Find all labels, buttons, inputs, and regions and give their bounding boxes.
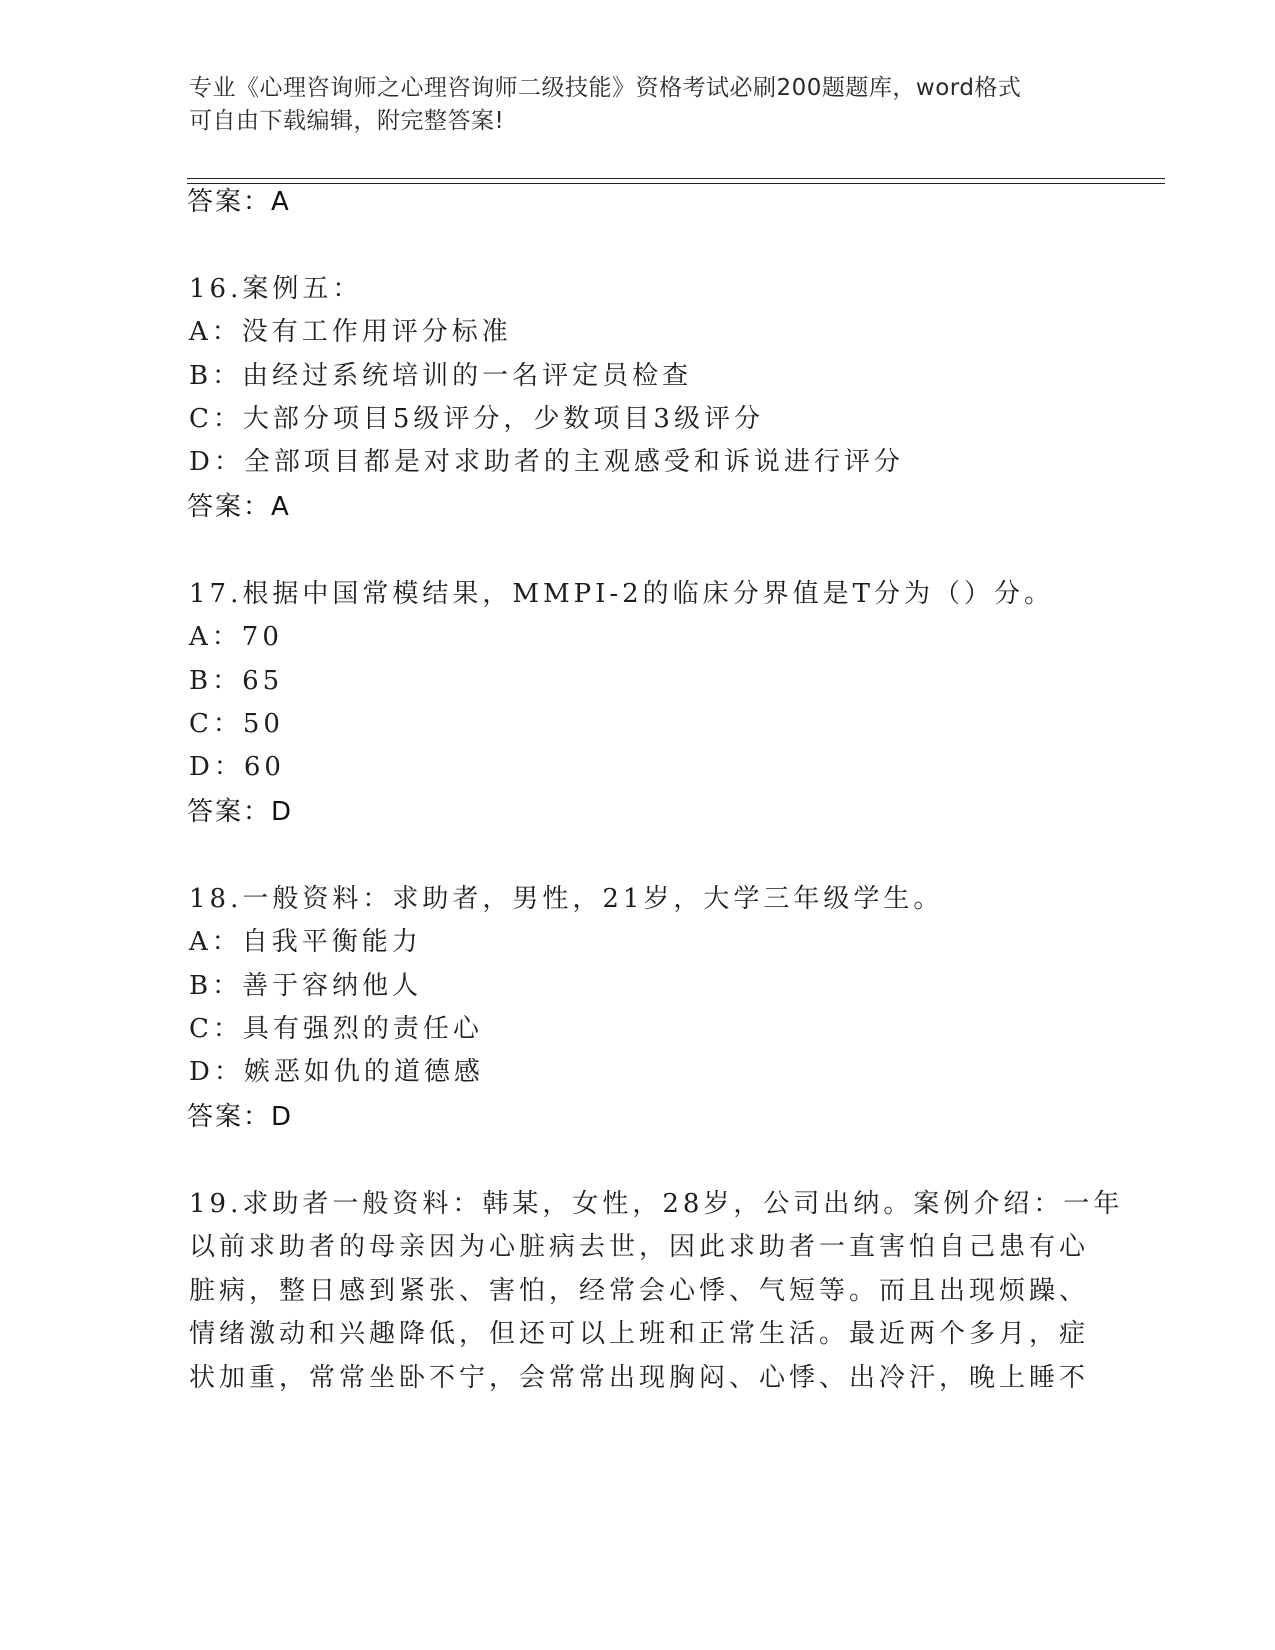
document-header — [189, 72, 1069, 138]
answer-17: 答案：D — [187, 797, 294, 827]
question-17-option-b: B：65 — [189, 666, 284, 696]
question-17-option-d: D：60 — [189, 752, 285, 782]
question-16-option-d: D：全部项目都是对求助者的主观感受和诉说进行评分 — [189, 447, 904, 477]
question-19-line-1: 19.求助者一般资料：韩某，女性，28岁，公司出纳。案例介绍：一年 — [189, 1189, 1124, 1219]
question-19-line-5: 状加重，常常坐卧不宁，会常常出现胸闷、心悸、出冷汗，晚上睡不 — [189, 1363, 1090, 1393]
question-19-line-4: 情绪激动和兴趣降低，但还可以上班和正常生活。最近两个多月，症 — [189, 1319, 1090, 1349]
answer-18: 答案：D — [187, 1102, 294, 1132]
question-18-option-b: B：善于容纳他人 — [189, 971, 423, 1001]
question-18-option-a: A：自我平衡能力 — [189, 927, 422, 957]
question-18-option-c: C：具有强烈的责任心 — [189, 1014, 483, 1044]
header-divider-bottom — [187, 183, 1165, 184]
question-18-stem: 18.一般资料：求助者，男性，21岁，大学三年级学生。 — [189, 884, 944, 914]
answer-16: 答案：A — [187, 492, 291, 522]
question-19-line-2: 以前求助者的母亲因为心脏病去世，因此求助者一直害怕自己患有心 — [189, 1232, 1090, 1262]
header-line-1: 专业《心理咨询师之心理咨询师二级技能》资格考试必刷200题题库，word格式 — [189, 75, 1022, 101]
question-16-option-a: A：没有工作用评分标准 — [189, 317, 512, 347]
header-line-2: 可自由下载编辑，附完整答案! — [189, 108, 505, 134]
question-19-line-3: 脏病，整日感到紧张、害怕，经常会心悸、气短等。而且出现烦躁、 — [189, 1276, 1090, 1306]
question-17-stem: 17.根据中国常模结果，MMPI-2的临床分界值是T分为（）分。 — [189, 579, 1055, 609]
question-16-option-b: B：由经过系统培训的一名评定员检查 — [189, 361, 693, 391]
question-17-option-c: C：50 — [189, 709, 284, 739]
question-16-option-c: C：大部分项目5级评分，少数项目3级评分 — [189, 404, 764, 434]
header-divider-top — [187, 178, 1165, 179]
question-18-option-d: D：嫉恶如仇的道德感 — [189, 1057, 484, 1087]
answer-15: 答案：A — [187, 187, 291, 217]
question-16-stem: 16.案例五： — [189, 274, 363, 304]
question-17-option-a: A：70 — [189, 622, 283, 652]
